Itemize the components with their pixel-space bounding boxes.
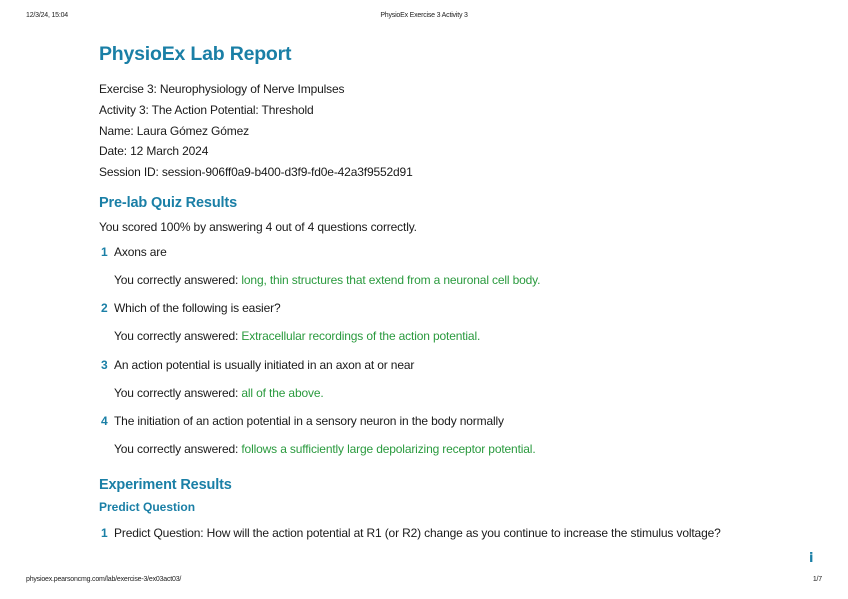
question-text: An action potential is usually initiated in an axon at or near [114, 357, 415, 372]
predict-subheading: Predict Question [99, 500, 196, 515]
session-id: Session ID: session-906ff0a9-b400-d3f9-fd0e-42a3f9552d91 [99, 165, 413, 180]
print-footer [26, 576, 822, 588]
print-page-title: PhysioEx Exercise 3 Activity 3 [380, 12, 468, 19]
report-title: PhysioEx Lab Report [99, 43, 292, 65]
exercise-line: Exercise 3: Neurophysiology of Nerve Impulses [99, 82, 345, 96]
answer-prefix: You correctly answered: [114, 385, 239, 400]
question-number: 2 [101, 301, 108, 316]
answer-value: all of the above. [241, 385, 324, 400]
quiz-question [99, 413, 739, 458]
answer-value: Extracellular recordings of the action potential. [241, 329, 481, 344]
question-number: 1 [101, 526, 108, 541]
print-datetime: 12/3/24, 15:04 [26, 12, 68, 19]
page-number: 1/7 [812, 576, 822, 583]
answer-value: follows a sufficiently large depolarizing receptor potential. [241, 442, 536, 457]
report-meta [99, 79, 739, 183]
lab-report [99, 40, 739, 542]
answer-prefix: You correctly answered: [114, 329, 239, 344]
question-answer [114, 441, 739, 458]
question-text: Which of the following is easier? [114, 301, 281, 316]
question-answer [114, 328, 739, 345]
answer-prefix: You correctly answered: [114, 272, 239, 287]
question-number: 3 [101, 357, 108, 372]
question-number: 4 [101, 414, 108, 429]
quiz-question [99, 357, 739, 402]
quiz-question [99, 244, 739, 289]
question-text: The initiation of an action potential in a sensory neuron in the body normally [114, 414, 504, 429]
answer-value: long, thin structures that extend from a neuronal cell body. [241, 272, 541, 287]
print-header [26, 12, 822, 24]
prelab-heading: Pre-lab Quiz Results [99, 194, 238, 211]
question-answer [114, 272, 739, 289]
predict-question-text: Predict Question: How will the action potential at R1 (or R2) change as you continue to increase the stimulus voltage? [114, 526, 721, 541]
prelab-question-list [99, 244, 739, 459]
report-date: Date: 12 March 2024 [99, 144, 209, 159]
student-name: Name: Laura Gómez Gómez [99, 123, 249, 138]
prelab-score: You scored 100% by answering 4 out of 4 questions correctly. [99, 219, 417, 234]
predict-question [99, 525, 744, 542]
answer-prefix: You correctly answered: [114, 442, 239, 457]
page-url: physioex.pearsoncmg.com/lab/exercise-3/ex03act03/ [26, 576, 182, 583]
question-text: Axons are [114, 244, 167, 259]
activity-line: Activity 3: The Action Potential: Threshold [99, 102, 314, 117]
info-icon[interactable]: i [809, 551, 814, 566]
question-number: 1 [101, 244, 108, 259]
question-answer [114, 385, 739, 402]
quiz-question [99, 300, 739, 345]
experiment-heading: Experiment Results [99, 477, 232, 494]
